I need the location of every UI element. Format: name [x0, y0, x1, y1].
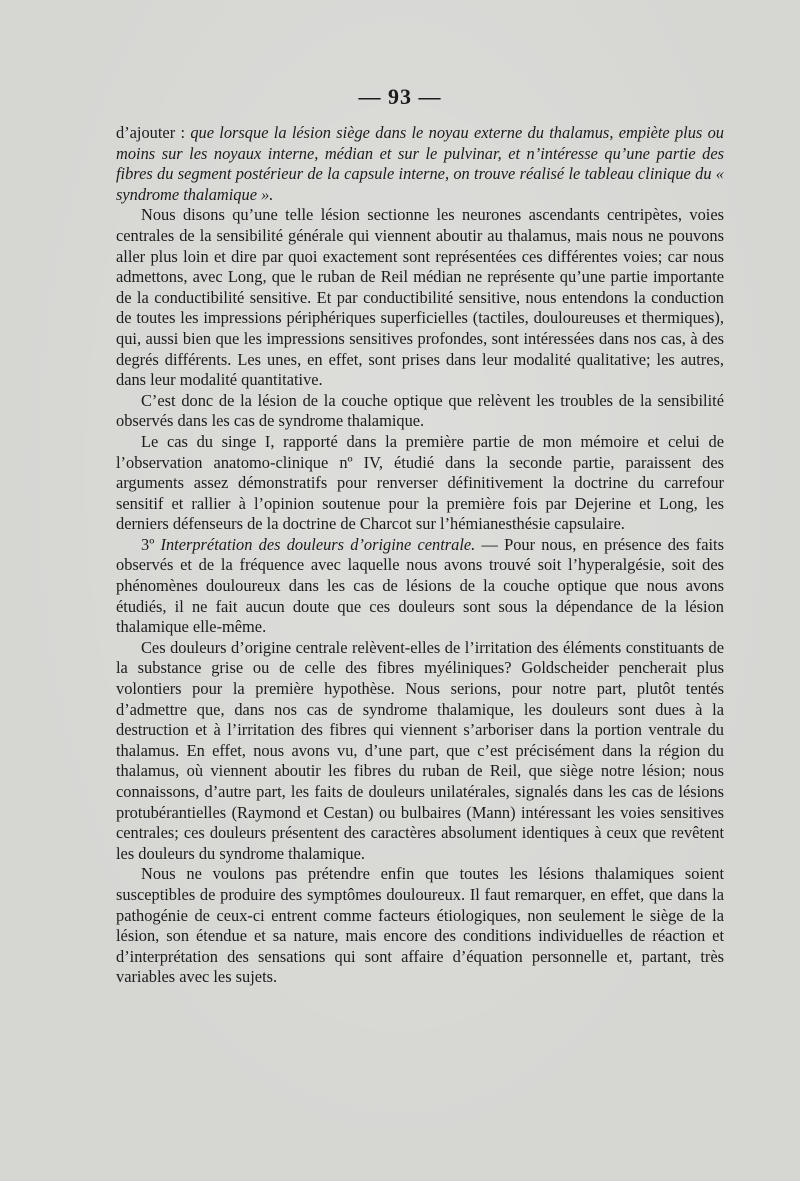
paragraph-6: Ces douleurs d’origine centrale relèvent-elles de l’irritation des éléments constituants de la substance grise ou de celle des fibres myéliniques? Goldscheider pencherait plus volontiers pour la première hypothèse. Nous serions, pour notre part, plutôt tentés d’admettre que, dans nos cas de syndrome thalamique, les douleurs sont dues à la destruction et à l’irritation des fibres qui viennent s’arboriser dans la portion ventrale du thalamus. En effet, nous avons vu, d’une part, que c’est précisément dans la région du thalamus, où viennent aboutir les fibres du ruban de Reil, que siège notre lésion; nous connaissons, d’autre part, les faits de douleurs unilatérales, signalés dans les cas de lésions protubérantielles (Raymond et Cestan) ou bulbaires (Mann) intéressant les voies sensitives centrales; ces douleurs présentent des caractères absolument identiques à ceux que revêtent les douleurs du syndrome thalamique.	[116, 637, 724, 863]
paragraph-5-text: — Pour nous, en présence des faits observés et de la fréquence avec laquelle nous avons trouvé soit l’hyperalgésie, soit des phénomènes douloureux dans les cas de lésions de la couche optique que nous avons étudiés, il ne fait aucun doute que ces douleurs sont sous la dépendance de la lésion thalamique elle-même.	[116, 534, 724, 637]
paragraph-1-lead: d’ajouter :	[116, 123, 191, 142]
paragraph-2: Nous disons qu’une telle lésion sectionne les neurones ascendants centripètes, voies centrales de la sensibilité générale qui viennent aboutir au thalamus, mais nous ne pouvons aller plus loin et dire par quoi exactement sont représentées ces différentes voies; car nous admettons, avec Long, que le ruban de Reil médian ne représente qu’une partie importante de la conductibilité sensitive. Et par conductibilité sensitive, nous entendons la conduction de toutes les impressions périphériques superficielles (tactiles, douloureuses et thermiques), qui, aussi bien que les impressions sensitives profondes, sont intéressées dans nos cas, à des degrés différents. Les unes, en effet, sont prises dans leur modalité qualitative; les autres, dans leur modalité quantitative.	[116, 205, 724, 390]
body-text	[116, 123, 724, 988]
paragraph-3: C’est donc de la lésion de la couche optique que relèvent les troubles de la sensibilité observés dans les cas de syndrome thalamique.	[116, 390, 724, 431]
paragraph-5-lead: 3º	[141, 534, 161, 554]
page-number: — 93 —	[358, 84, 442, 109]
paragraph-4: Le cas du singe I, rapporté dans la première partie de mon mémoire et celui de l’observation anatomo-clinique nº IV, étudié dans la seconde partie, paraissent des arguments assez démonstratifs pour renverser définitivement la doctrine du carrefour sensitif et rallier à l’opinion soutenue pour la première fois par Dejerine et Long, les derniers défenseurs de la doctrine de Charcot sur l’hémianesthésie capsulaire.	[116, 431, 724, 534]
paragraph-1-italic: que lorsque la lésion siège dans le noyau externe du thalamus, empiète plus ou moins sur les noyaux interne, médian et sur le pulvinar, et n’intéresse qu’une partie des fibres du segment postérieur de la capsule interne, on trouve réalisé le tableau clinique du « syndrome thalamique ».	[116, 123, 724, 204]
paragraph-7: Nous ne voulons pas prétendre enfin que toutes les lésions thalamiques soient susceptibles de produire des symptômes douloureux. Il faut remarquer, en effet, que dans la pathogénie de ceux-ci entrent comme facteurs étiologiques, non seulement le siège de la lésion, son étendue et sa nature, mais encore des conditions individuelles de réaction et d’interprétation des sensations qui sont affaire d’équation personnelle et, partant, très variables avec les sujets.	[116, 864, 724, 987]
paragraph-5	[116, 535, 724, 638]
section-heading-italic: Interprétation des douleurs d’origine centrale.	[160, 534, 476, 554]
paragraph-1	[116, 123, 724, 205]
